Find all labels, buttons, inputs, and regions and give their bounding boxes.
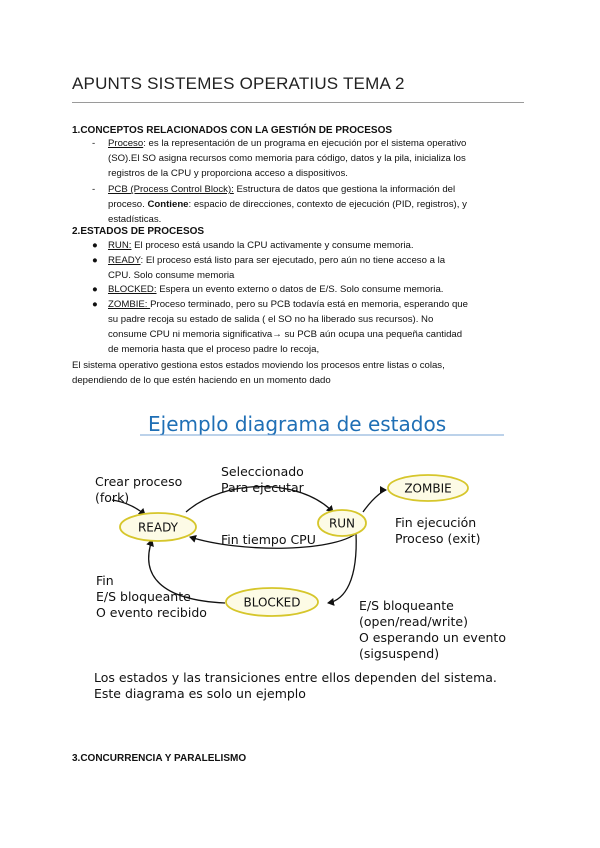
label-seleccionado: Seleccionado (221, 464, 304, 479)
state-blocked-label: BLOCKED (243, 595, 301, 610)
closing-paragraph: El sistema operativo gestiona estos estados moviendo los procesos entre listas o colas, dependiendo de lo que estén haciendo en un momento dado (72, 360, 445, 386)
list-item-zombie: ● ZOMBIE: Proceso terminado, pero su PCB todavía está en memoria, esperando que su padre recoja su estado de salida ( el SO no ha liberado sus recursos). No consume CPU ni memoria significativa→ su PCB aún ocupa una pequeña cantidad de memoria hasta que el proceso padre lo recoja, (92, 299, 468, 355)
state-run (318, 510, 366, 536)
state-blocked (226, 588, 318, 616)
term-blocked: BLOCKED: (108, 284, 157, 296)
term-pcb: PCB (Process Control Block): (108, 184, 234, 196)
state-zombie (388, 475, 468, 501)
label-fin: Fin (96, 573, 114, 588)
list-item-pcb: - PCB (Process Control Block): Estructura de datos que gestiona la información del proceso. Contiene: espacio de direcciones, contexto de ejecución (PID, registros), y estadísticas. (92, 184, 467, 225)
bullet-dot: ● (92, 299, 98, 311)
list-item-proceso: - Proceso: es la representación de un programa en ejecución por el sistema operativo (SO).El SO asigna recursos como memoria para código, datos y la pila, inicializa los registros de la CPU y proporciona acceso a dispositivos. (92, 138, 467, 179)
term-zombie: ZOMBIE: (108, 299, 151, 311)
title-divider (72, 102, 524, 103)
term-proceso: Proceso (108, 138, 144, 149)
label-crear-proceso: Crear proceso (95, 474, 183, 489)
document-title: APUNTS SISTEMES OPERATIUS TEMA 2 (72, 74, 405, 93)
section-3-heading: 3.CONCURRENCIA Y PARALELISMO (72, 753, 247, 764)
label-fork: (fork) (95, 490, 130, 505)
diagram-title: Ejemplo diagrama de estados (148, 412, 447, 436)
dash-bullet: - (92, 184, 96, 196)
bullet-dot: ● (92, 240, 98, 251)
label-sigsuspend: (sigsuspend) (359, 646, 440, 661)
state-ready-label: READY (137, 520, 179, 535)
state-ready (120, 513, 196, 541)
list-item-blocked: ● BLOCKED: Espera un evento externo o datos de E/S. Solo consume memoria. (72, 283, 532, 298)
term-run: RUN: (108, 240, 132, 251)
section-2-list (72, 239, 532, 357)
label-fin-ejecucion: Fin ejecución (395, 515, 477, 530)
label-es-bloqueante-fin: E/S bloqueante (96, 589, 191, 604)
state-run-label: RUN (328, 516, 356, 531)
bullet-dot: ● (92, 284, 98, 296)
section-1-list (72, 137, 532, 228)
state-zombie-label: ZOMBIE (404, 481, 452, 496)
list-item-ready: ● READY: El proceso está listo para ser ejecutado, pero aún no tiene acceso a la CPU. Solo consume memoria (92, 254, 446, 281)
dash-bullet: - (92, 138, 96, 149)
bullet-dot: ● (92, 254, 98, 266)
label-evento-recibido: O evento recibido (96, 605, 207, 620)
label-para-ejecutar: Para ejecutar (221, 480, 304, 495)
label-es-bloqueante: E/S bloqueante (359, 598, 454, 613)
arrow-run-to-zombie (363, 490, 386, 512)
list-item-run: ● RUN: El proceso está usando la CPU activamente y consume memoria. (72, 239, 532, 254)
label-open-read-write: (open/read/write) (359, 614, 468, 629)
section-2-heading: 2.ESTADOS DE PROCESOS (72, 226, 205, 237)
diagram-note: Los estados y las transiciones entre ellos dependen del sistema. Este diagrama es solo un ejemplo (94, 670, 497, 701)
label-fin-tiempo-cpu: Fin tiempo CPU (221, 532, 316, 547)
section-1-heading: 1.CONCEPTOS RELACIONADOS CON LA GESTIÓN DE PROCESOS (72, 125, 393, 136)
label-esperando-evento: O esperando un evento (359, 630, 506, 645)
label-proceso-exit: Proceso (exit) (395, 531, 481, 546)
term-ready: READY (108, 254, 141, 266)
